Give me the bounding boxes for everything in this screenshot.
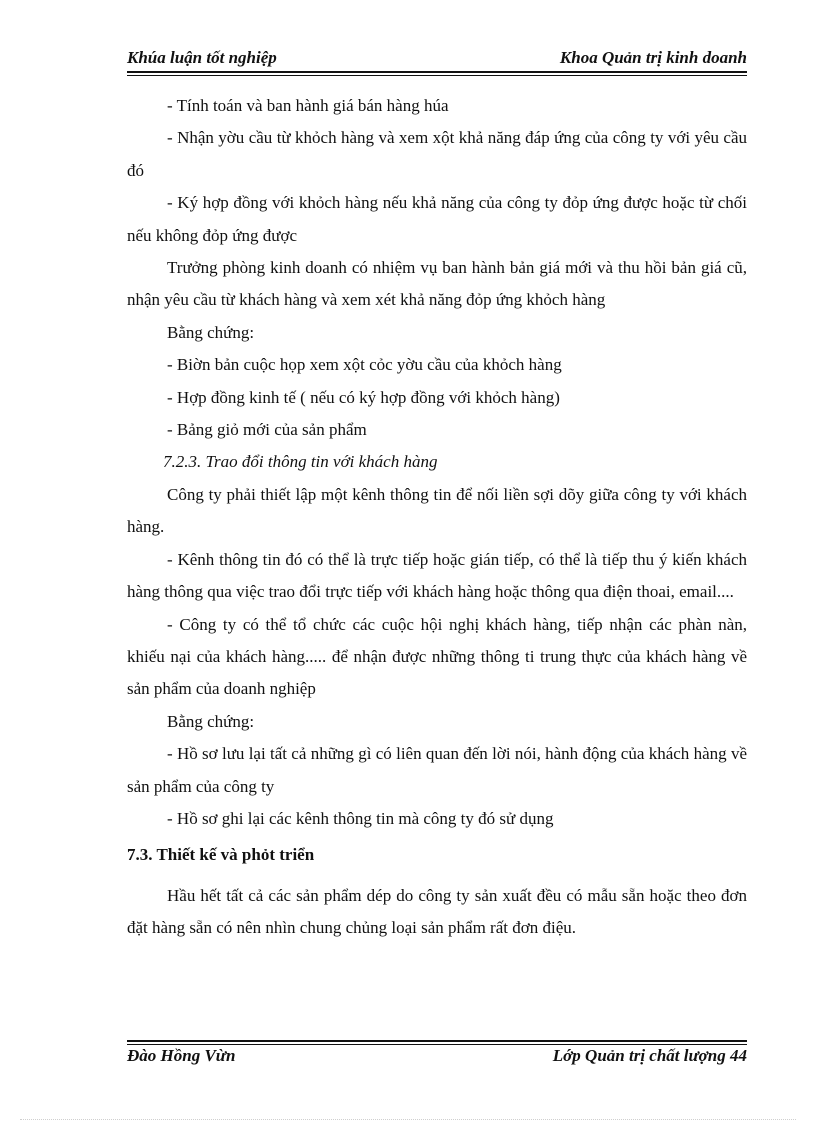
section-heading: 7.3. Thiết kế và phỏt triển [127, 845, 315, 865]
page-edge-dotted-line [20, 1119, 796, 1120]
subsection-heading: 7.2.3. Trao đổi thông tin với khách hàng [163, 452, 438, 472]
list-item: - Hồ sơ ghi lại các kênh thông tin mà công ty đó sử dụng [167, 808, 554, 828]
header-thesis-title: Khúa luận tốt nghiệp [127, 48, 277, 67]
list-item: - Nhận yờu cầu từ khỏch hàng và xem xột khả năng đáp ứng của công ty với yêu cầu đó [127, 128, 747, 180]
body-paragraph: Trưởng phòng kinh doanh có nhiệm vụ ban hành bản giá mới và thu hồi bản giá cũ, nhận yêu cầu từ khách hàng và xem xét khả năng đỏp ứng khỏch hàng [127, 258, 747, 310]
list-item: - Kênh thông tin đó có thể là trực tiếp hoặc gián tiếp, có thể là tiếp thu ý kiến khách hàng thông qua việc trao đổi trực tiếp với khách hàng hoặc thông qua điện thoai, email.... [127, 549, 747, 602]
list-item: - Hợp đồng kinh tế ( nếu có ký hợp đồng với khỏch hàng) [167, 387, 560, 407]
footer-class: Lớp Quản trị chất lượng 44 [552, 1046, 747, 1065]
list-item: - Hồ sơ lưu lại tất cả những gì có liên quan đến lời nói, hành động của khách hàng về sản phẩm của công ty [127, 744, 747, 796]
list-item: - Ký hợp đồng với khỏch hàng nếu khả năng của công ty đỏp ứng được hoặc từ chối nếu không đỏp ứng được [127, 193, 747, 245]
footer-author: Đào Hồng Vừn [127, 1046, 236, 1065]
list-item: - Công ty có thể tổ chức các cuộc hội nghị khách hàng, tiếp nhận các phàn nàn, khiếu nại của khách hàng..... để nhận được những thông ti trung thực của khách hàng về sản phẩm của doanh nghiệp [127, 614, 747, 699]
list-item: - Bảng giỏ mới của sản phẩm [167, 420, 367, 440]
evidence-label: Bằng chứng: [167, 322, 255, 342]
header-rule [127, 71, 747, 76]
page-footer [127, 1046, 747, 1070]
evidence-label: Bằng chứng: [167, 711, 255, 731]
header-faculty: Khoa Quản trị kinh doanh [559, 48, 747, 67]
page-body [127, 90, 747, 945]
list-item: - Tính toán và ban hành giá bán hàng húa [167, 96, 449, 115]
footer-rule [127, 1040, 747, 1045]
list-item: - Biờn bản cuộc họp xem xột cỏc yờu cầu của khỏch hàng [167, 355, 562, 375]
body-paragraph: Hầu hết tất cả các sản phẩm dép do công ty sản xuất đều có mẫu sẵn hoặc theo đơn đặt hàng sẵn có nên nhìn chung chủng loại sản phẩm rất đơn điệu. [127, 885, 747, 938]
page-header [127, 48, 747, 72]
body-paragraph: Công ty phải thiết lập một kênh thông tin để nối liền sợi dõy giữa công ty với khách hàng. [127, 484, 747, 537]
